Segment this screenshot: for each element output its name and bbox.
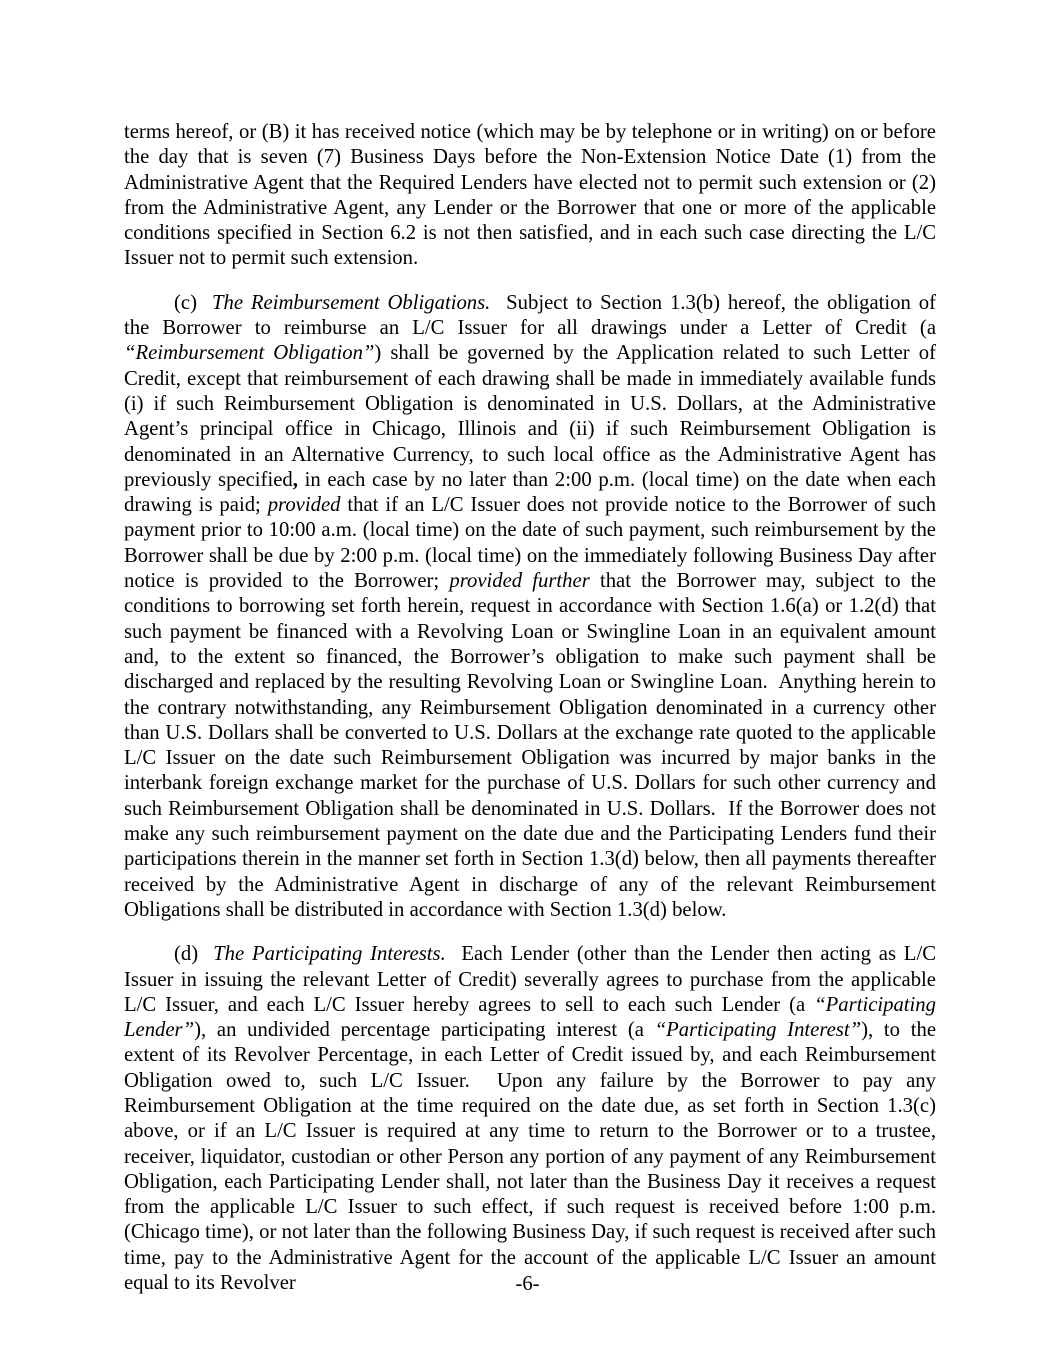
text-run: Each Lender (other than the Lender then acting as L/C Issuer in issuing the relevant Letter of Credit) severally agrees to purchase from the applicable L/C Issuer, and each L/C Issuer hereby agrees to sell to each such Lender (a: [124, 943, 936, 1016]
text-run: in each case by no later than 2:00 p.m. (local time) on the date when each drawing is paid;: [124, 468, 936, 517]
text-run: that the Borrower may, subject to the conditions to borrowing set forth herein, request in accordance with Section 1.6(a) or 1.2(d) that such payment be financed with a Revolving Loan or Swingline Loan in an equivalent amount and, to the extent so financed, the Borrower’s obligation to make such payment shall be discharged and replaced by the resulting Revolving Loan or Swingline Loan. Anything herein to the contrary notwithstanding, any Reimbursement Obligation denominated in a currency other than U.S. Dollars shall be converted to U.S. Dollars at the exchange rate quoted to the applicable L/C Issuer on the date such Reimbursement Obligation was incurred by major banks in the interbank foreign exchange market for the purchase of U.S. Dollars for such other currency and such Reimbursement Obligation shall be denominated in U.S. Dollars. If the Borrower does not make any such reimbursement payment on the date due and the Participating Lenders fund their participations therein in the manner set forth in Section 1.3(d) below, then all payments thereafter received by the Administrative Agent in discharge of any of the relevant Reimbursement Obligations shall be distributed in accordance with Section 1.3(d) below.: [124, 570, 936, 921]
text-run: terms hereof, or (B) it has received notice (which may be by telephone or in writing) on or before the day that is seven (7) Business Days before the Non-Extension Notice Date (1) from the Administrative Agent that the Required Lenders have elected not to permit such extension or (2) from the Administrative Agent, any Lender or the Borrower that one or more of the applicable conditions specified in Section 6.2 is not then satisfied, and in each such case directing the L/C Issuer not to permit such extension.: [124, 121, 936, 270]
paragraph-d-participating-interests: [124, 942, 936, 1296]
text-run: (c): [174, 291, 197, 314]
text-run: Subject to Section 1.3(b) hereof, the obligation of the Borrower to reimburse an L/C Issuer for all drawings under a Letter of Credit (a: [124, 291, 936, 340]
text-run-italic: provided further: [449, 570, 590, 593]
paragraph-c-reimbursement-obligations: [124, 291, 936, 923]
text-run-italic: “Participating Interest”: [654, 1019, 862, 1042]
text-run: ), to the extent of its Revolver Percentage, in each Letter of Credit issued by, and each Reimbursement Obligation owed to, such L/C Issuer. Upon any failure by the Borrower to pay any Reimbursement Obligation at the time required on the date due, as set forth in Section 1.3(c) above, or if an L/C Issuer is required at any time to return to the Borrower or to a trustee, receiver, liquidator, custodian or other Person any portion of any payment of any Reimbursement Obligation, each Participating Lender shall, not later than the Business Day it receives a request from the applicable L/C Issuer to such effect, if such request is received before 1:00 p.m. (Chicago time), or not later than the following Business Day, if such request is received after such time, pay to the Administrative Agent for the account of the applicable L/C Issuer an amount equal to its Revolver: [124, 1019, 937, 1295]
text-run-italic: “Participating Lender”: [124, 993, 936, 1042]
paragraph-continuation: [124, 120, 936, 272]
text-run-italic: The Reimbursement Obligations.: [211, 291, 491, 314]
page-footer: [0, 1272, 1055, 1297]
text-run: (d): [174, 943, 199, 966]
text-run-italic: The Participating Interests.: [213, 943, 446, 966]
document-body: [124, 120, 936, 1315]
text-run-italic: “Reimbursement Obligation”: [124, 342, 375, 365]
text-run: ) shall be governed by the Application related to such Letter of Credit, except that reimbursement of each drawing shall be made in immediately available funds (i) if such Reimbursement Obligation is denominated in U.S. Dollars, at the Administrative Agent’s principal office in Chicago, Illinois and (ii) if such Reimbursement Obligation is denominated in an Alternative Currency, to such local office as the Administrative Agent has previously specified: [124, 342, 936, 491]
text-run: that if an L/C Issuer does not provide notice to the Borrower of such payment prior to 10:00 a.m. (local time) on the date of such payment, such reimbursement by the Borrower shall be due by 2:00 p.m. (local time) on the immediately following Business Day after notice is provided to the Borrower;: [124, 494, 936, 593]
text-run-italic: provided: [267, 494, 341, 517]
text-run: ), an undivided percentage participating interest (a: [194, 1019, 655, 1042]
text-run-bold: ,: [292, 468, 298, 491]
page-number: -6-: [515, 1273, 540, 1295]
